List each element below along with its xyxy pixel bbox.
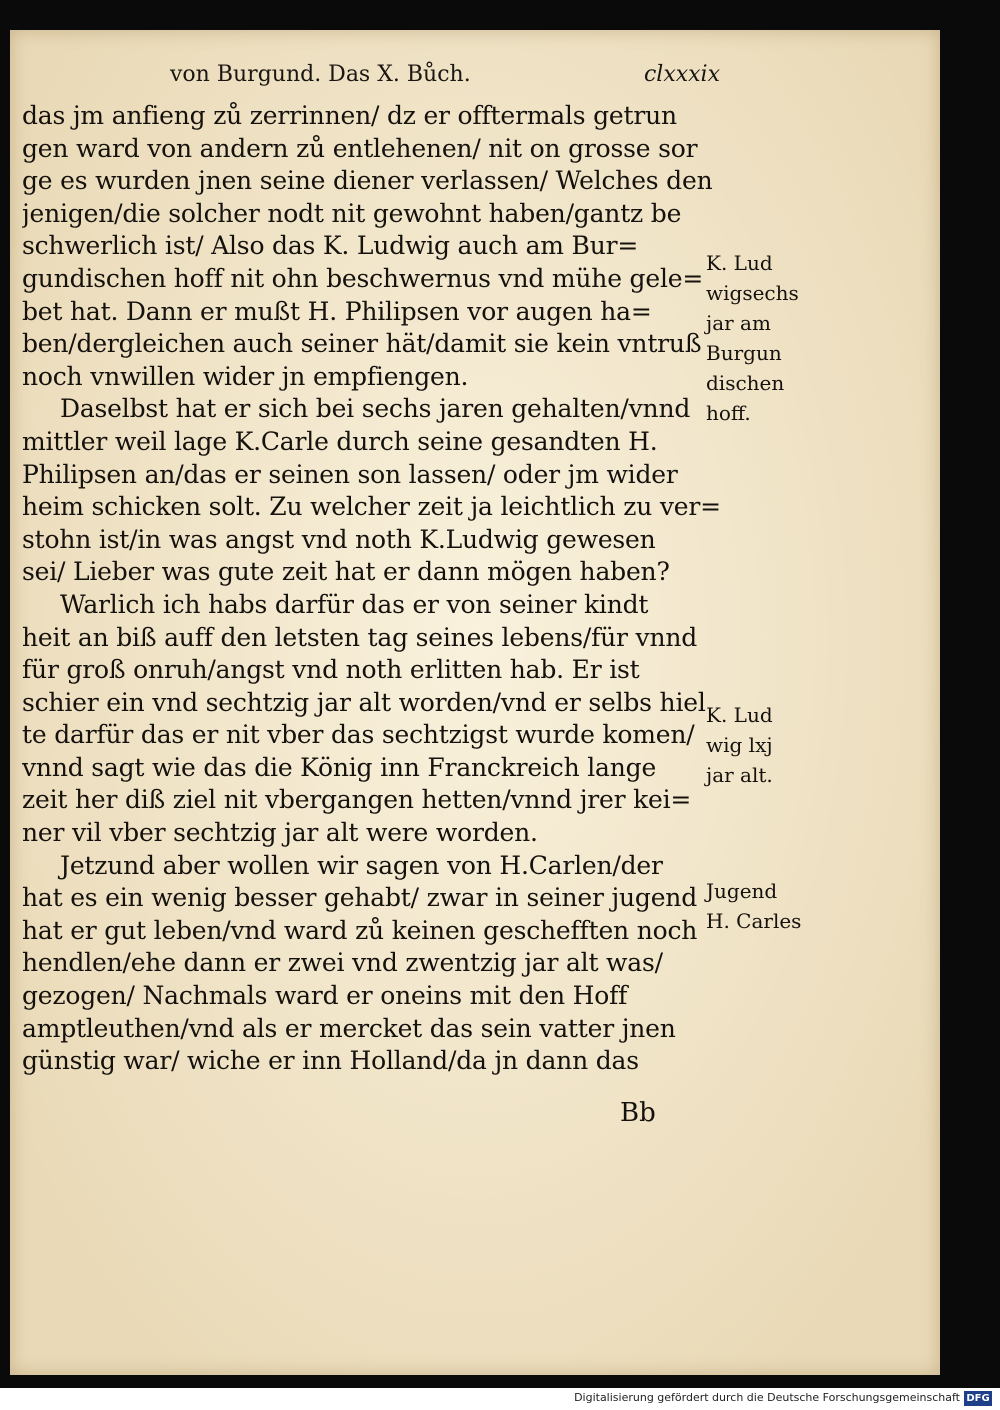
- text-line: heim schicken solt. Zu welcher zeit ja leichtlich zu ver=: [22, 492, 721, 522]
- text-line: te darfür das er nit vber das sechtzigst wurde komen/: [22, 720, 695, 750]
- text-line: heit an biß auff den letsten tag seines lebens/für vnnd: [22, 622, 698, 652]
- text-line: noch vnwillen wider jn empfiengen.: [22, 361, 469, 391]
- running-head: [160, 62, 720, 92]
- credit-bar: [0, 1388, 1000, 1410]
- margin-note-line: hoff.: [706, 401, 751, 425]
- text-line: Philipsen an/das er seinen son lassen/ oder jm wider: [22, 459, 678, 489]
- text-line: zeit her diß ziel nit vbergangen hetten/vnnd jrer kei=: [22, 785, 692, 815]
- text-line: mittler weil lage K.Carle durch seine gesandten H.: [22, 426, 658, 456]
- margin-note-line: Burgun: [706, 341, 782, 365]
- text-line: hat er gut leben/vnd ward zů keinen geschefften noch: [22, 915, 698, 945]
- signature-mark: Bb: [620, 1098, 656, 1128]
- text-line: ge es wurden jnen seine diener verlassen/ Welches den: [22, 166, 713, 196]
- text-line: amptleuthen/vnd als er mercket das sein vatter jnen: [22, 1013, 676, 1043]
- text-line: Warlich ich habs darfür das er von seiner kindt: [60, 589, 649, 619]
- margin-note-line: H. Carles: [706, 909, 802, 933]
- margin-note-carl-youth: [706, 876, 816, 936]
- text-line: gundischen hoff nit ohn beschwernus vnd mühe gele=: [22, 263, 704, 293]
- text-line: für groß onruh/angst vnd noth erlitten hab. Er ist: [22, 655, 640, 685]
- folio-number: clxxxix: [643, 62, 720, 87]
- text-line: hendlen/ehe dann er zwei vnd zwentzig jar alt was/: [22, 948, 663, 978]
- dfg-logo: DFG: [964, 1391, 992, 1406]
- margin-note-line: wig lxj: [706, 733, 773, 757]
- margin-note-line: Jugend: [706, 879, 778, 903]
- text-line: gen ward von andern zů entlehenen/ nit on grosse sor: [22, 133, 698, 163]
- margin-note-ludwig-six-years: [706, 248, 816, 428]
- margin-note-line: K. Lud: [706, 251, 773, 275]
- text-line: vnnd sagt wie das die König inn Franckreich lange: [22, 752, 657, 782]
- margin-note-line: K. Lud: [706, 703, 773, 727]
- margin-note-line: jar alt.: [706, 763, 773, 787]
- margin-note-line: wigsechs: [706, 281, 799, 305]
- text-line: Daselbst hat er sich bei sechs jaren gehalten/vnnd: [60, 394, 691, 424]
- credit-text: Digitalisierung gefördert durch die Deutsche Forschungsgemeinschaft: [574, 1391, 960, 1404]
- text-line: günstig war/ wiche er inn Holland/da jn dann das: [22, 1046, 639, 1076]
- text-line: stohn ist/in was angst vnd noth K.Ludwig gewesen: [22, 524, 656, 554]
- text-line: bet hat. Dann er mußt H. Philipsen vor augen ha=: [22, 296, 652, 326]
- text-line: ner vil vber sechtzig jar alt were worden.: [22, 818, 538, 848]
- text-line: ben/dergleichen auch seiner hät/damit sie kein vntruß: [22, 329, 702, 359]
- text-line: schwerlich ist/ Also das K. Ludwig auch am Bur=: [22, 231, 639, 261]
- text-line: Jetzund aber wollen wir sagen von H.Carlen/der: [60, 850, 663, 880]
- body-text: [22, 100, 722, 1078]
- text-line: das jm anfieng zů zerrinnen/ dz er offtermals getrun: [22, 101, 677, 130]
- margin-note-line: jar am: [706, 311, 771, 335]
- running-head-title: von Burgund. Das X. Bůch.: [170, 62, 471, 87]
- text-line: gezogen/ Nachmals ward er oneins mit den Hoff: [22, 981, 628, 1011]
- text-line: schier ein vnd sechtzig jar alt worden/vnd er selbs hiel: [22, 687, 706, 717]
- text-line: hat es ein wenig besser gehabt/ zwar in seiner jugend: [22, 883, 698, 913]
- text-line: jenigen/die solcher nodt nit gewohnt haben/gantz be: [22, 198, 682, 228]
- margin-note-ludwig-age: [706, 700, 816, 790]
- margin-note-line: dischen: [706, 371, 785, 395]
- text-line: sei/ Lieber was gute zeit hat er dann mögen haben?: [22, 557, 670, 587]
